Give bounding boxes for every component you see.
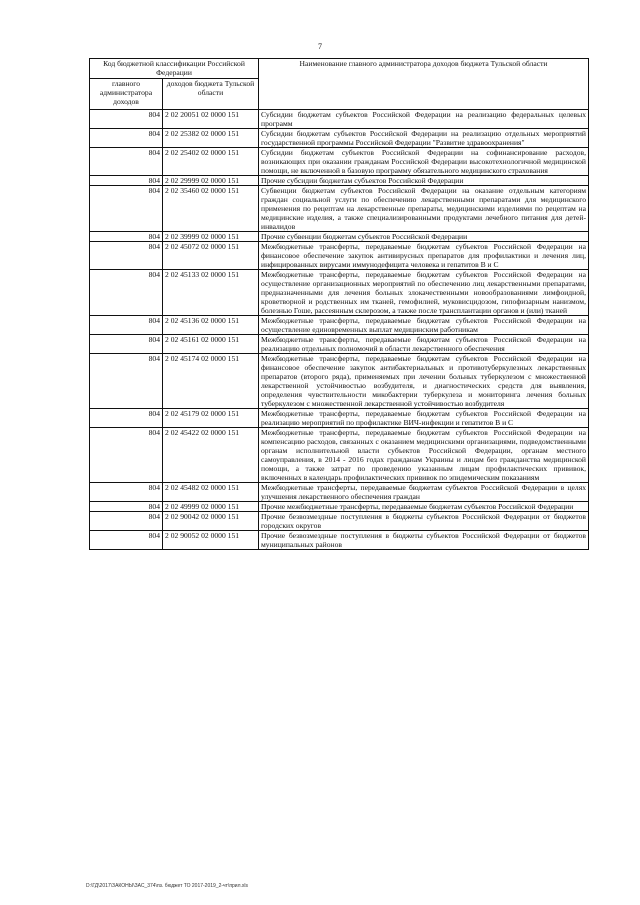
revenue-name-cell: Прочие межбюджетные трансферты, передаваемые бюджетам субъектов Российской Федерации — [259, 502, 589, 512]
admin-code-cell: 804 — [90, 335, 163, 354]
header-administrator-name: Наименование главного администратора доходов бюджета Тульской области — [259, 59, 589, 110]
admin-code-cell: 804 — [90, 512, 163, 531]
revenue-code-cell: 2 02 45161 02 0000 151 — [163, 335, 259, 354]
table-body — [90, 110, 589, 550]
table-row — [90, 502, 589, 512]
revenue-name-cell: Межбюджетные трансферты, передаваемые бюджетам субъектов Российской Федерации на осуществление единовременных выплат медицинским работникам — [259, 316, 589, 335]
admin-code-cell: 804 — [90, 176, 163, 186]
revenue-code-cell: 2 02 45482 02 0000 151 — [163, 483, 259, 502]
revenue-code-cell: 2 02 29999 02 0000 151 — [163, 176, 259, 186]
table-row — [90, 531, 589, 550]
revenue-code-cell: 2 02 45174 02 0000 151 — [163, 354, 259, 409]
table-row — [90, 354, 589, 409]
admin-code-cell: 804 — [90, 483, 163, 502]
admin-code-cell: 804 — [90, 242, 163, 270]
table-row — [90, 270, 589, 316]
revenue-name-cell: Субвенции бюджетам субъектов Российской Федерации на оказание отдельным категориям граждан социальной услуги по обеспечению лекарственными препаратами для медицинского применения по рецептам на лекарственные препараты, медицинскими изделиями по рецептам на медицинские изделия, а также специализированными продуктами лечебного питания для детей-инвалидов — [259, 186, 589, 232]
revenue-code-cell: 2 02 45179 02 0000 151 — [163, 409, 259, 428]
table-row — [90, 232, 589, 242]
admin-code-cell: 804 — [90, 110, 163, 129]
revenue-name-cell: Межбюджетные трансферты, передаваемые бюджетам субъектов Российской Федерации на финансовое обеспечение закупок антивирусных препаратов для профилактики и лечения лиц, инфицированных вирусами иммунодефицита человека и гепатитов В и С — [259, 242, 589, 270]
table-row — [90, 409, 589, 428]
table-row — [90, 512, 589, 531]
revenue-name-cell: Прочие субвенции бюджетам субъектов Российской Федерации — [259, 232, 589, 242]
revenue-name-cell: Межбюджетные трансферты, передаваемые бюджетам субъектов Российской Федерации на реализацию отдельных полномочий в области лекарственного обеспечения — [259, 335, 589, 354]
revenue-code-cell: 2 02 45422 02 0000 151 — [163, 428, 259, 483]
revenue-code-cell: 2 02 90052 02 0000 151 — [163, 531, 259, 550]
table-row — [90, 316, 589, 335]
revenue-code-cell: 2 02 90042 02 0000 151 — [163, 512, 259, 531]
header-classification-code: Код бюджетной классификации Российской Федерации — [90, 59, 259, 79]
admin-code-cell: 804 — [90, 270, 163, 316]
file-path-footer: D:\ГД\2017\ЗАКОНЫ\ЗАС_374\пз. бюджет ТО 2017-2019_2-чт\прил.xls — [86, 883, 249, 889]
revenue-name-cell: Субсидии бюджетам субъектов Российской Федерации на реализацию федеральных целевых программ — [259, 110, 589, 129]
header-admin-code: главного администратора доходов — [90, 79, 163, 110]
table-row — [90, 110, 589, 129]
revenue-code-cell: 2 02 45136 02 0000 151 — [163, 316, 259, 335]
admin-code-cell: 804 — [90, 531, 163, 550]
admin-code-cell: 804 — [90, 148, 163, 176]
revenue-name-cell: Прочие безвозмездные поступления в бюджеты субъектов Российской Федерации от бюджетов городских округов — [259, 512, 589, 531]
revenue-name-cell: Субсидии бюджетам субъектов Российской Федерации на софинансирование расходов, возникающих при оказании гражданам Российской Федерации высокотехнологичной медицинской помощи, не включенной в базовую программу обязательного медицинского страхования — [259, 148, 589, 176]
table-row — [90, 176, 589, 186]
admin-code-cell: 804 — [90, 129, 163, 148]
table-row — [90, 186, 589, 232]
revenue-code-cell: 2 02 49999 02 0000 151 — [163, 502, 259, 512]
admin-code-cell: 804 — [90, 502, 163, 512]
revenue-name-cell: Субсидии бюджетам субъектов Российской Федерации на реализацию отдельных мероприятий государственной программы Российской Федерации "Развитие здравоохранения" — [259, 129, 589, 148]
admin-code-cell: 804 — [90, 409, 163, 428]
table-row — [90, 129, 589, 148]
admin-code-cell: 804 — [90, 354, 163, 409]
admin-code-cell: 804 — [90, 186, 163, 232]
revenue-name-cell: Межбюджетные трансферты, передаваемые бюджетам субъектов Российской Федерации на компенсацию расходов, связанных с оказанием медицинскими организациями, подведомственными органам исполнительной власти субъектов Российской Федерации, органам местного самоуправления, в 2014 - 2016 годах гражданам Украины и лицам без гражданства медицинской помощи, а также затрат по проведению указанным лицам профилактических прививок, включенных в календарь профилактических прививок по эпидемическим показаниям — [259, 428, 589, 483]
revenue-code-cell: 2 02 25402 02 0000 151 — [163, 148, 259, 176]
revenue-name-cell: Прочие субсидии бюджетам субъектов Российской Федерации — [259, 176, 589, 186]
revenue-code-cell: 2 02 45133 02 0000 151 — [163, 270, 259, 316]
table-row — [90, 148, 589, 176]
admin-code-cell: 804 — [90, 232, 163, 242]
table-row — [90, 483, 589, 502]
revenue-code-cell: 2 02 25382 02 0000 151 — [163, 129, 259, 148]
revenue-name-cell: Прочие безвозмездные поступления в бюджеты субъектов Российской Федерации от бюджетов муниципальных районов — [259, 531, 589, 550]
revenue-code-cell: 2 02 20051 02 0000 151 — [163, 110, 259, 129]
budget-classification-table — [89, 58, 589, 550]
revenue-code-cell: 2 02 45072 02 0000 151 — [163, 242, 259, 270]
table-row — [90, 335, 589, 354]
admin-code-cell: 804 — [90, 428, 163, 483]
revenue-code-cell: 2 02 39999 02 0000 151 — [163, 232, 259, 242]
table-row — [90, 242, 589, 270]
revenue-name-cell: Межбюджетные трансферты, передаваемые бюджетам субъектов Российской Федерации на финансовое обеспечение закупок антибактериальных и противотуберкулезных лекарственных препаратов (второго ряда), применяемых при лечении больных туберкулезом с множественной лекарственной устойчивостью возбудителя, и диагностических средств для выявления, определения чувствительности микобактерии туберкулеза и мониторинга лечения больных туберкулезом с множественной лекарственной устойчивостью возбудителя — [259, 354, 589, 409]
header-revenue-code: доходов бюджета Тульской области — [163, 79, 259, 110]
revenue-name-cell: Межбюджетные трансферты, передаваемые бюджетам субъектов Российской Федерации на реализацию мероприятий по профилактике ВИЧ-инфекции и гепатитов В и С — [259, 409, 589, 428]
page-number: 7 — [318, 42, 322, 51]
admin-code-cell: 804 — [90, 316, 163, 335]
revenue-name-cell: Межбюджетные трансферты, передаваемые бюджетам субъектов Российской Федерации на осуществление организационных мероприятий по обеспечению лиц лекарственными препаратами, предназначенными для лечения больных злокачественными новообразованиями лимфоидной, кроветворной и родственных им тканей, гемофилией, муковисцидозом, гипофизарным нанизмом, болезнью Гоше, рассеянным склерозом, а также после трансплантации органов и (или) тканей — [259, 270, 589, 316]
revenue-name-cell: Межбюджетные трансферты, передаваемые бюджетам субъектов Российской Федерации в целях улучшения лекарственного обеспечения граждан — [259, 483, 589, 502]
table-row — [90, 428, 589, 483]
revenue-code-cell: 2 02 35460 02 0000 151 — [163, 186, 259, 232]
